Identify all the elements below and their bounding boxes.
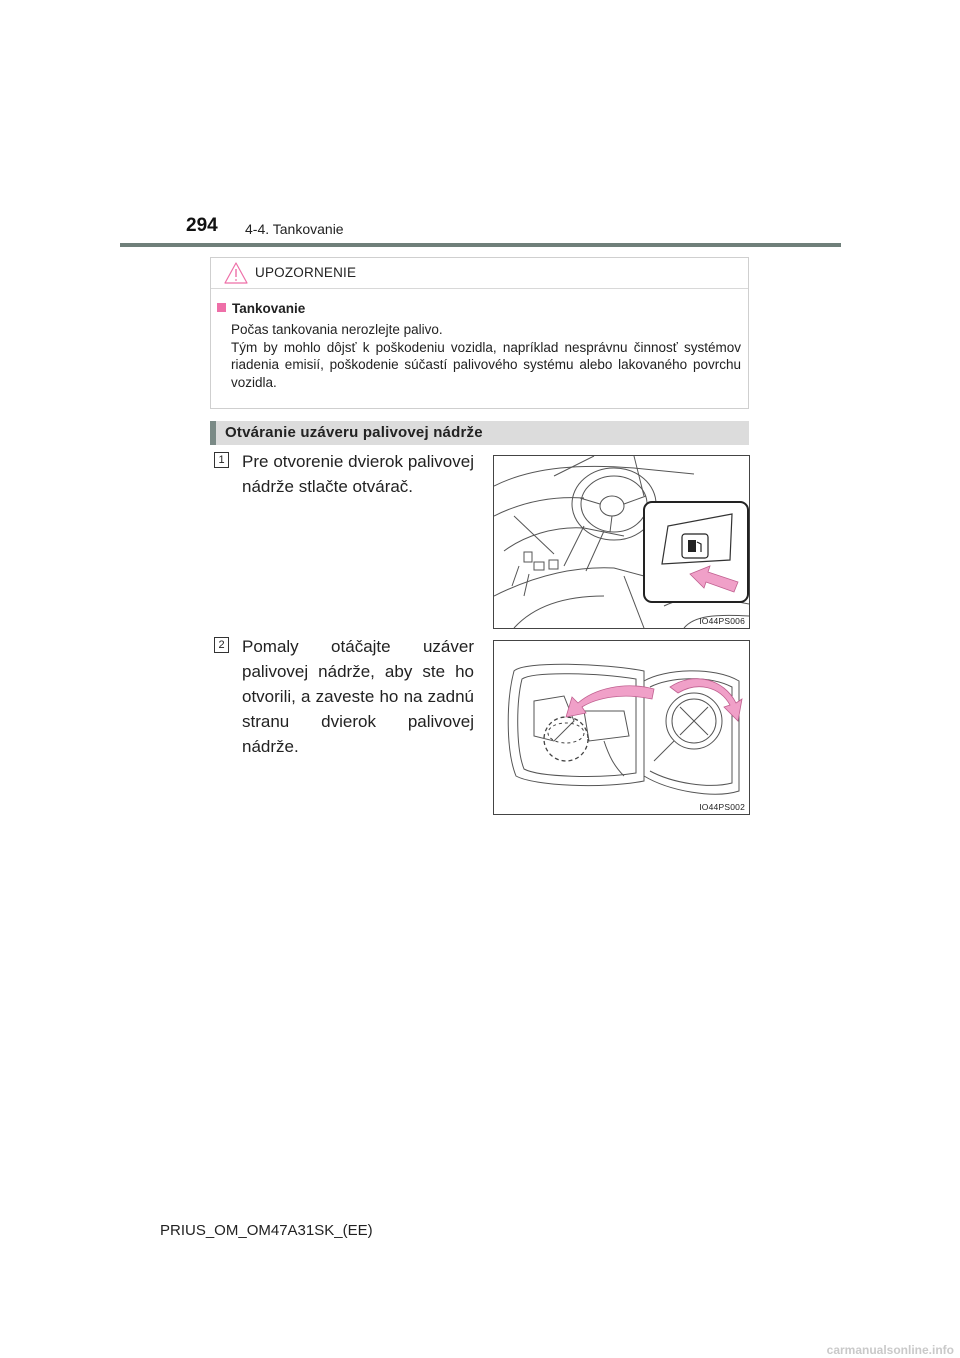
watermark: carmanualsonline.info — [826, 1343, 954, 1357]
bullet-square-icon — [217, 303, 226, 312]
warning-body — [231, 321, 741, 391]
warning-subheading — [217, 301, 305, 316]
step-number: 1 — [214, 452, 229, 468]
warning-line: Počas tankovania nerozlejte palivo. — [231, 322, 443, 337]
figure-code: IO44PS006 — [699, 616, 745, 626]
warning-box — [210, 257, 749, 409]
step-text: Pre otvorenie dvierok palivovej nádrže stlačte otvárač. — [242, 452, 474, 496]
section-heading: Otváranie uzáveru palivovej nádrže — [225, 424, 483, 441]
dashboard-illustration — [494, 456, 749, 628]
footer-model-code: PRIUS_OM_OM47A31SK_(EE) — [160, 1222, 373, 1239]
warning-subheading-text: Tankovanie — [232, 301, 306, 316]
step-text: Pomaly otáčajte uzáver palivovej nádrže, aby ste ho otvorili, a zaveste ho na zadnú stranu dvierok palivovej nádrže. — [242, 637, 474, 756]
header-rule — [120, 243, 841, 247]
section-heading-bar — [210, 421, 749, 445]
fuel-cap-illustration — [494, 641, 749, 814]
warning-header — [211, 258, 748, 289]
warning-triangle-icon — [223, 261, 249, 285]
section-title: 4-4. Tankovanie — [245, 221, 344, 237]
warning-label: UPOZORNENIE — [255, 265, 357, 280]
fuel-door-opener-figure — [493, 455, 750, 629]
warning-line: Tým by mohlo dôjsť k poškodeniu vozidla, napríklad nesprávnu činnosť systémov riadenia emisií, poškodenie súčastí palivového systému alebo lakovaného povrchu vozidla. — [231, 339, 741, 390]
step-number: 2 — [214, 637, 229, 653]
figure-code: IO44PS002 — [699, 802, 745, 812]
page-number: 294 — [186, 215, 218, 236]
fuel-cap-figure — [493, 640, 750, 815]
